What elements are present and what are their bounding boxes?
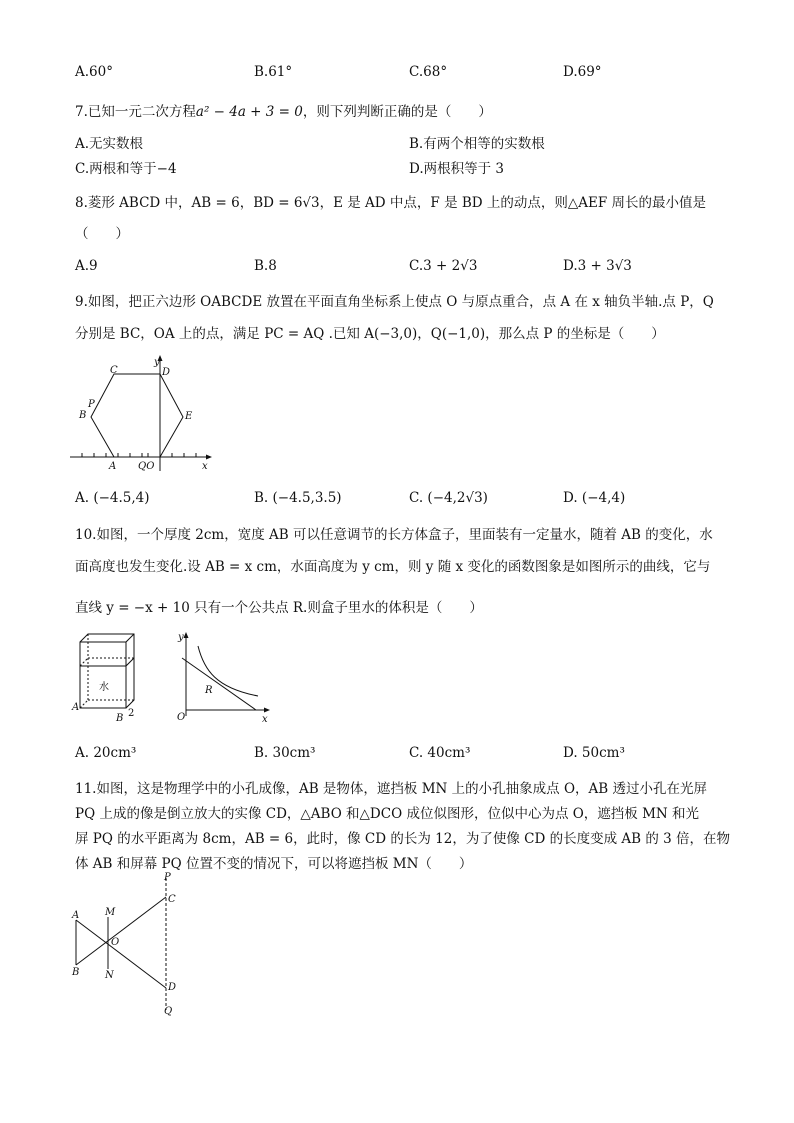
q7-equation: a² − 4a + 3 = 0 [195,104,303,120]
q6-option-c: C.68° [409,64,448,80]
q11-label-m: M [105,907,116,918]
q11-label-p: P [164,872,171,883]
q10-graph-figure [172,630,272,725]
q10-option-a: A. 20cm³ [75,745,137,761]
q10-label-water: 水 [99,682,109,693]
q8-option-d: D.3 + 3√3 [563,258,632,274]
q9-option-c: C. (−4,2√3) [409,490,488,506]
q10-stem-line3: 直线 y = −x + 10 只有一个公共点 R.则盒子里水的体积是（ ） [75,600,483,616]
q6-option-b: B.61° [254,64,293,80]
q10-option-b: B. 30cm³ [254,745,316,761]
q10-option-c: C. 40cm³ [409,745,471,761]
q7-option-a: A.无实数根 [75,136,144,152]
q8-stem-line2: （ ） [75,226,129,242]
q10-label-r: R [205,685,213,696]
q6-option-a: A.60° [75,64,113,80]
q10-option-d: D. 50cm³ [563,745,625,761]
q9-label-qo: QO [138,461,155,472]
q11-stem-line3: 屏 PQ 的水平距离为 8cm，AB = 6，此时，像 CD 的长为 12，为了使像 CD 的长度变成 AB 的 3 倍，在物 [75,831,730,847]
q11-stem-line2: PQ 上成的像是倒立放大的实像 CD，△ABO 和△DCO 成位似图形，位似中心为点 O，遮挡板 MN 和光 [75,806,700,822]
q10-stem-line1: 10.如图，一个厚度 2cm，宽度 AB 可以任意调节的长方体盒子，里面装有一定量水，随着 AB 的变化，水 [75,527,713,543]
q11-label-o: O [111,937,120,948]
q7-stem-pre: 7.已知一元二次方程 [75,104,196,120]
q10-stem-line2: 面高度也发生变化.设 AB = x cm，水面高度为 y cm，则 y 随 x 变化的函数图象是如图所示的曲线，它与 [75,559,711,575]
q11-stem-line4: 体 AB 和屏幕 PQ 位置不变的情况下，可以将遮挡板 MN（ ） [75,856,473,872]
q10-label-y: y [178,632,184,643]
q7-option-c: C.两根和等于−4 [75,161,177,177]
q9-label-y: y [154,357,160,368]
q9-stem-line2: 分别是 BC，OA 上的点，满足 PC = AQ .已知 A(−3,0)，Q(−1,0)，那么点 P 的坐标是（ ） [75,326,665,342]
q8-stem-line1: 8.菱形 ABCD 中，AB = 6，BD = 6√3，E 是 AD 中点，F 是 BD 上的动点，则△AEF 周长的最小值是 [75,195,707,211]
q8-option-c: C.3 + 2√3 [409,258,478,274]
q9-label-p: P [88,399,95,410]
q9-option-b: B. (−4.5,3.5) [254,490,342,506]
q10-label-x: x [262,714,268,725]
q9-label-a: A [109,461,117,472]
q11-label-b: B [72,967,80,978]
q9-label-e: E [185,411,193,422]
q10-box-figure [70,630,150,725]
q9-label-c: C [110,365,118,376]
q10-line [182,658,256,710]
q11-label-d: D [168,982,177,993]
q6-option-d: D.69° [563,64,602,80]
q10-label-2: 2 [128,708,135,719]
q11-label-q: Q [164,1006,173,1017]
q11-label-c: C [168,894,176,905]
q11-label-n: N [105,970,114,981]
q8-option-b: B.8 [254,258,277,274]
q9-label-x: x [202,461,208,472]
q8-option-a: A.9 [75,258,98,274]
q10-label-a: A [72,702,80,713]
q9-stem-line1: 9.如图，把正六边形 OABCDE 放置在平面直角坐标系上使点 O 与原点重合，点 A 在 x 轴负半轴.点 P，Q [75,294,714,310]
q11-pinhole-figure [68,872,188,1017]
q9-hexagon-figure [66,355,226,475]
q9-label-b: B [79,410,87,421]
q7-stem-post: ，则下列判断正确的是（ ） [302,104,492,120]
q11-label-a: A [72,910,80,921]
q7-stem [75,100,492,120]
q11-stem-line1: 11.如图，这是物理学中的小孔成像，AB 是物体，遮挡板 MN 上的小孔抽象成点 O，AB 透过小孔在光屏 [75,781,707,797]
q9-label-d: D [162,367,171,378]
q7-option-d: D.两根积等于 3 [409,161,505,177]
q9-option-a: A. (−4.5,4) [75,490,150,506]
q10-label-o: O [177,712,186,723]
q7-option-b: B.有两个相等的实数根 [409,136,545,152]
q9-hexagon [91,374,183,457]
q9-option-d: D. (−4,4) [563,490,626,506]
q10-label-b: B [116,713,124,724]
